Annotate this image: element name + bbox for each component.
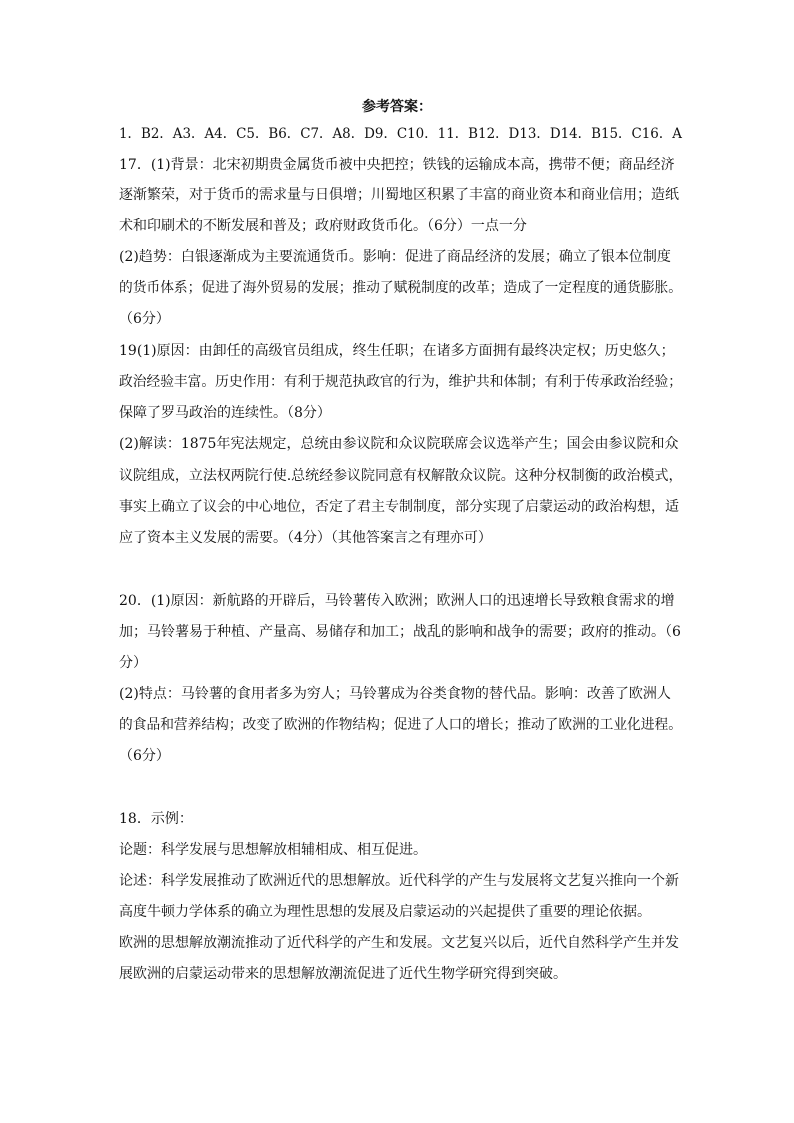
answer-line-17-5: 的货币体系；促进了海外贸易的发展；推动了赋税制度的改革；造成了一定程度的通货膨胀。 [119,280,682,296]
answer-line-mcq: 1．B2．A3．A4．C5．B6．C7．A8．D9．C10．11．B12．D13．D14．B15．C16．A [119,126,682,142]
answer-line-20-2: 加；马铃薯易于种植、产量高、易储存和加工；战乱的影响和战争的需要；政府的推动。（6 [119,624,681,640]
answer-line-19-4: (2)解读：1875年宪法规定，总统由参议院和众议院联席会议选举产生；国会由参议院和众 [119,436,679,452]
answer-line-19-1: 19(1)原因：由卸任的高级官员组成，终生任职；在诸多方面拥有最终决定权；历史悠久； [119,343,675,359]
page-title: 参考答案： [362,99,432,115]
answer-line-17-2: 逐渐繁荣，对于货币的需求量与日俱增；川蜀地区积累了丰富的商业资本和商业信用；造纸 [119,187,679,203]
answer-line-20-5: 的食品和营养结构；改变了欧洲的作物结构；促进了人口的增长；推动了欧洲的工业化进程。 [119,717,682,733]
answer-line-18-4: 高度牛顿力学体系的确立为理性思想的发展及启蒙运动的兴起提供了重要的理论依据。 [119,904,651,920]
answer-line-20-4: (2)特点：马铃薯的食用者多为穷人；马铃薯成为谷类食物的替代品。影响：改善了欧洲人 [119,686,671,702]
answer-line-18-5: 欧洲的思想解放潮流推动了近代科学的产生和发展。文艺复兴以后，近代自然科学产生并发 [119,935,679,951]
answer-line-19-7: 应了资本主义发展的需要。（4分）（其他答案言之有理亦可） [119,530,492,546]
answer-line-17-3: 术和印刷术的不断发展和普及；政府财政货币化。（6分）一点一分 [119,218,527,234]
answer-line-17-6: （6分） [119,311,170,327]
answer-line-20-1: 20．(1)原因：新航路的开辟后，马铃薯传入欧洲；欧洲人口的迅速增长导致粮食需求的增 [119,593,675,609]
answer-line-17-1: 17．(1)背景：北宋初期贵金属货币被中央把控；铁钱的运输成本高，携带不便；商品经济 [119,157,675,173]
answer-line-18-2: 论题：科学发展与思想解放相辅相成、相互促进。 [119,842,427,858]
answer-line-19-2: 政治经验丰富。历史作用：有利于规范执政官的行为，维护共和体制；有利于传承政治经验； [119,374,682,390]
answer-line-17-4: (2)趋势：白银逐渐成为主要流通货币。影响：促进了商品经济的发展；确立了银本位制度 [119,249,671,265]
answer-line-18-6: 展欧洲的启蒙运动带来的思想解放潮流促进了近代生物学研究得到突破。 [119,966,567,982]
answer-line-18-1: 18．示例： [119,811,193,827]
answer-line-20-3: 分） [119,655,147,671]
answer-line-19-6: 事实上确立了议会的中心地位，否定了君主专制制度，部分实现了启蒙运动的政治构想，适 [119,499,679,515]
answer-line-20-6: （6分） [119,748,170,764]
answer-line-18-3: 论述：科学发展推动了欧洲近代的思想解放。近代科学的产生与发展将文艺复兴推向一个新 [119,873,679,889]
answer-line-19-3: 保障了罗马政治的连续性。（8分） [119,405,331,421]
answer-line-19-5: 议院组成，立法权两院行使.总统经参议院同意有权解散众议院。这种分权制衡的政治模式， [119,468,683,484]
